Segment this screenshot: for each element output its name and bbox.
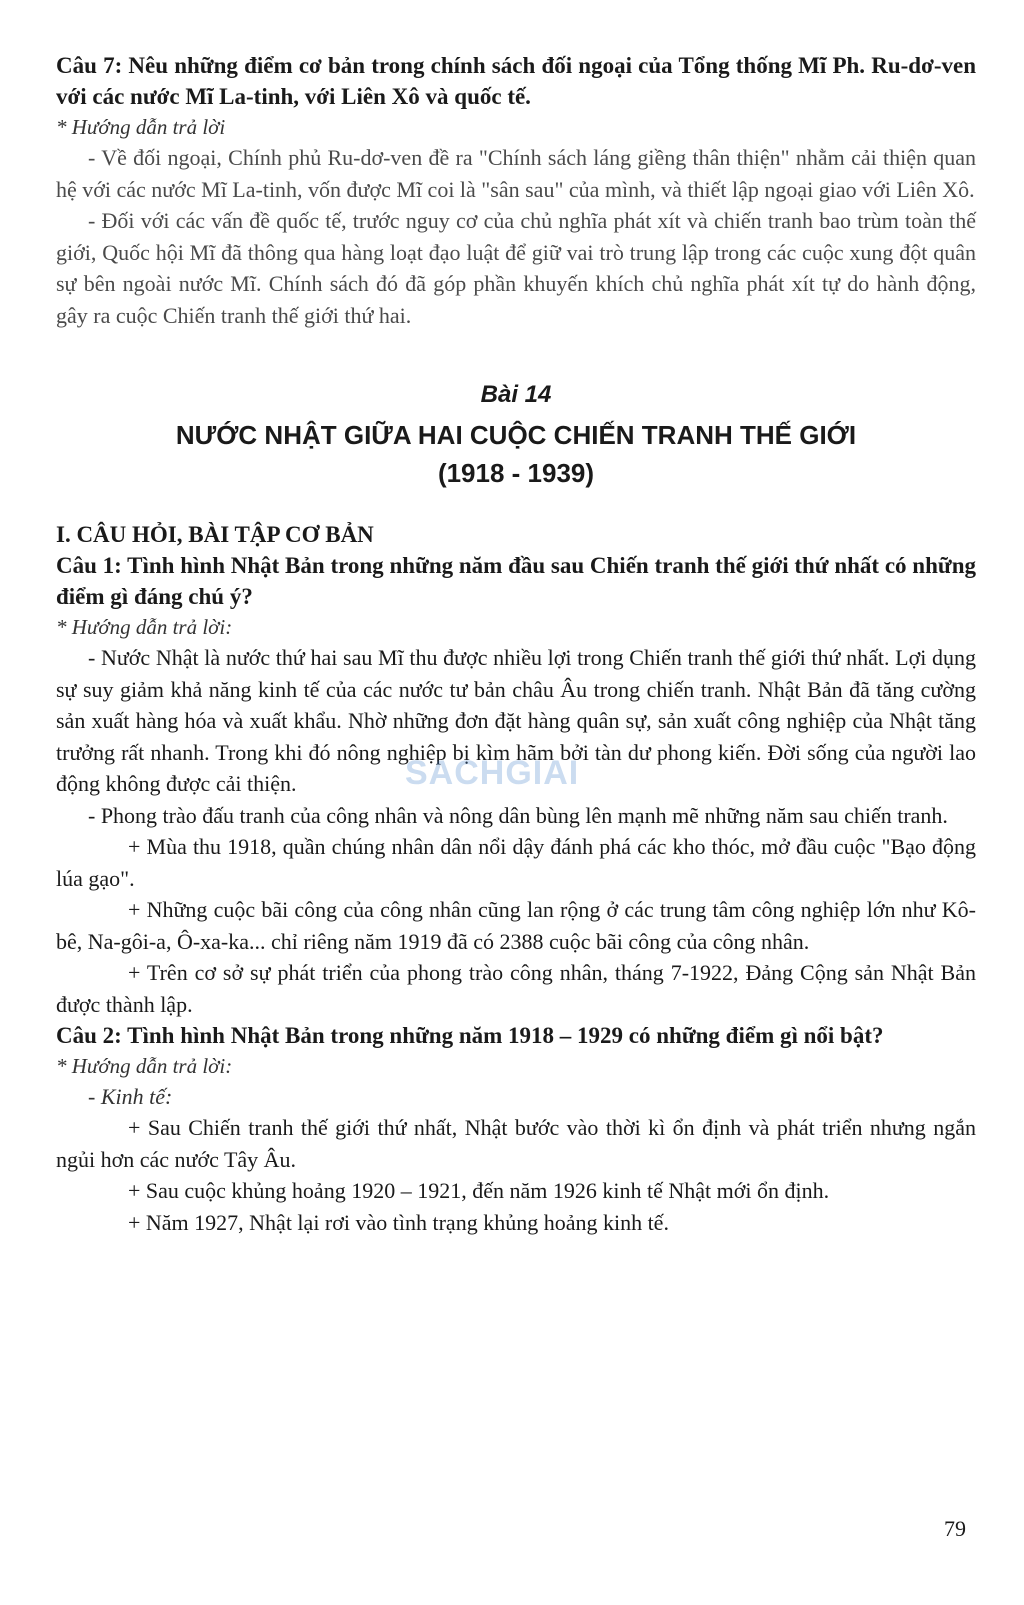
question-1: Câu 1: Tình hình Nhật Bản trong những năm đầu sau Chiến tranh thế giới thứ nhất có những điểm gì đáng chú ý? <box>56 553 976 609</box>
question-7: Câu 7: Nêu những điểm cơ bản trong chính sách đối ngoại của Tổng thống Mĩ Ph. Ru-dơ-ven với các nước Mĩ La-tinh, với Liên Xô và quốc tế. <box>56 53 976 109</box>
answer-guide-label: * Hướng dẫn trả lời: <box>56 1054 233 1078</box>
section-title: I. CÂU HỎI, BÀI TẬP CƠ BẢN <box>56 522 374 547</box>
answer-subpoint: + Mùa thu 1918, quần chúng nhân dân nổi dậy đánh phá các kho thóc, mở đầu cuộc "Bạo động lúa gạo". <box>56 834 976 891</box>
answer-paragraph: - Đối với các vấn đề quốc tế, trước nguy cơ của chủ nghĩa phát xít và chiến tranh bao trùm toàn thế giới, Quốc hội Mĩ đã thông qua hàng loạt đạo luật để giữ vai trò trung lập trong các cuộc xung đột quân sự bên ngoài nước Mĩ. Chính sách đó đã góp phần khuyến khích chủ nghĩa phát xít tự do hành động, gây ra cuộc Chiến tranh thế giới thứ hai. <box>56 208 976 328</box>
lesson-number: Bài 14 <box>480 381 552 408</box>
page-number: 79 <box>944 1516 966 1541</box>
lesson-title: NƯỚC NHẬT GIỮA HAI CUỘC CHIẾN TRANH THẾ GIỚI <box>175 420 857 450</box>
answer-guide-label: * Hướng dẫn trả lời: <box>56 615 233 639</box>
answer-subpoint: + Sau Chiến tranh thế giới thứ nhất, Nhật bước vào thời kì ổn định và phát triển nhưng ngắn ngủi hơn các nước Tây Âu. <box>56 1115 976 1172</box>
answer-paragraph: - Về đối ngoại, Chính phủ Ru-dơ-ven đề ra "Chính sách láng giềng thân thiện" nhằm cải thiện quan hệ với các nước Mĩ La-tinh, vốn được Mĩ coi là "sân sau" của mình, và thiết lập ngoại giao với Liên Xô. <box>56 145 976 202</box>
watermark: SACHGIAI <box>405 754 580 792</box>
answer-subpoint: + Những cuộc bãi công của công nhân cũng lan rộng ở các trung tâm công nghiệp lớn như Kô-bê, Na-gôi-a, Ô-xa-ka... chỉ riêng năm 1919 đã có 2388 cuộc bãi công của công nhân. <box>56 897 976 954</box>
answer-paragraph: - Nước Nhật là nước thứ hai sau Mĩ thu được nhiều lợi trong Chiến tranh thế giới thứ nhất. Lợi dụng sự suy giảm khả năng kinh tế của các nước tư bản châu Âu trong chiến tranh. Nhật Bản đã tăng cường sản xuất hàng hóa và xuất khẩu. Nhờ những đơn đặt hàng quân sự, sản xuất công nghiệp của Nhật tăng trưởng rất nhanh. Trong khi đó nông nghiệp bị kìm hãm bởi tàn dư phong kiến. Đời sống của người lao động không được cải thiện. <box>56 645 976 796</box>
answer-paragraph: - Phong trào đấu tranh của công nhân và nông dân bùng lên mạnh mẽ những năm sau chiến tranh. <box>88 802 948 828</box>
answer-subpoint: + Trên cơ sở sự phát triển của phong trào công nhân, tháng 7-1922, Đảng Cộng sản Nhật Bản được thành lập. <box>56 960 976 1017</box>
answer-subpoint: + Năm 1927, Nhật lại rơi vào tình trạng khủng hoảng kinh tế. <box>128 1209 669 1235</box>
page-content <box>56 50 976 1238</box>
answer-subheading: - Kinh tế: <box>88 1084 173 1109</box>
answer-subpoint: + Sau cuộc khủng hoảng 1920 – 1921, đến năm 1926 kinh tế Nhật mới ổn định. <box>128 1178 830 1203</box>
answer-guide-label: * Hướng dẫn trả lời <box>56 115 226 139</box>
question-2: Câu 2: Tình hình Nhật Bản trong những năm 1918 – 1929 có những điểm gì nổi bật? <box>56 1023 884 1048</box>
lesson-years: (1918 - 1939) <box>437 458 595 488</box>
